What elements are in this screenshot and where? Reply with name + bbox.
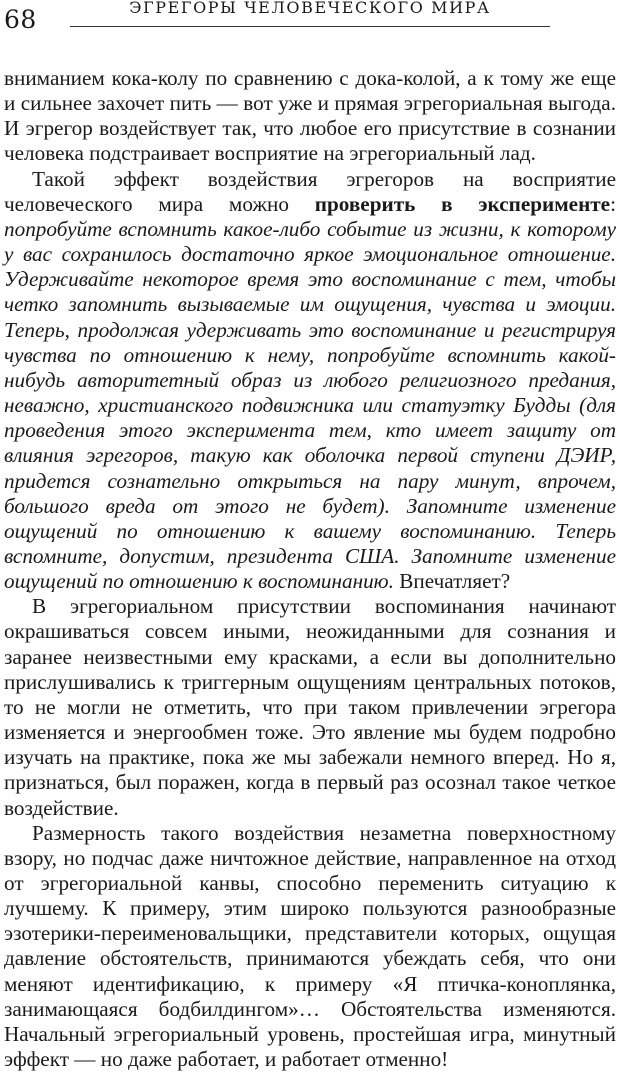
paragraph-2-italic: попробуйте вспомнить какое-либо событие из жизни, к которому у вас сохранилось достаточно яркое эмоциональное отношение. Удерживайте некоторое время это воспоминание с тем, чтобы четко запомнить вызываемые им ощущения, чувства и эмоции. Теперь, продолжая удерживать это воспоминание и регистрируя чувства по отношению к нему, попробуйте вспомнить какой-нибудь авторитетный образ из любого религиозного предания, неважно, христианского подвижника или статуэтку Будды (для проведения этого эксперимента тем, кто имеет защиту от влияния эгрегоров, такую как оболочка первой ступени ДЭИР, придется сознательно открыться на пару минут, впрочем, большого вреда от этого не будет). Запомните изменение ощущений по отношению к вашему воспоминанию. Теперь вспомните, допустим, президента США. Запомните изменение ощущений по отношению к воспоминанию.: [4, 216, 616, 594]
body-text: [4, 66, 616, 1072]
paragraph-2: [4, 167, 616, 595]
header-rule: [70, 26, 550, 27]
paragraph-1: вниманием кока-колу по сравнению с дока-колой, а к тому же еще и сильнее захочет пить — вот уже и прямая эгрегориальная выгода. И эгрегор воздействует так, что любое его присутствие в сознании человека подстраивает восприятие на эгрегориальный лад.: [4, 66, 616, 166]
running-title: ЭГРЕГОРЫ ЧЕЛОВЕЧЕСКОГО МИРА: [129, 0, 491, 17]
page-header: [0, 0, 620, 40]
paragraph-2-lead: Такой эффект воздействия эгрегоров на восприятие человеческого мира можно: [4, 166, 616, 216]
paragraph-2-bold: проверить в эксперименте: [314, 191, 611, 216]
paragraph-2-colon: :: [610, 191, 616, 216]
paragraph-4: Размерность такого воздействия незаметна поверхностному взору, но подчас даже ничтожное действие, направленное на отход от эгрегориальной канвы, способно переменить ситуацию к лучшему. К примеру, этим широко пользуются разнообразные эзотерики-переименовальщики, представители которых, ощущая давление обстоятельств, принимаются убеждать себя, что они меняют идентификацию, к примеру «Я птичка-коноплянка, занимающаяся бодбилдингом»… Обстоятельства изменяются. Начальный эгрегориальный уровень, простейшая игра, минутный эффект — но даже работает, и работает отменно!: [4, 820, 616, 1072]
paragraph-2-tail: Впечатляет?: [393, 569, 511, 594]
page-number: 68: [4, 5, 37, 34]
paragraph-3: В эгрегориальном присутствии воспоминания начинают окрашиваться совсем иными, неожиданными для сознания и заранее неизвестными ему красками, а если вы дополнительно прислушивались к триггерным ощущениям центральных потоков, то не могли не отметить, что при таком привлечении эгрегора изменяется и энергообмен тоже. Это явление мы будем подробно изучать на практике, пока же мы забежали немного вперед. Но я, признаться, был поражен, когда в первый раз осознал такое четкое воздействие.: [4, 594, 616, 820]
